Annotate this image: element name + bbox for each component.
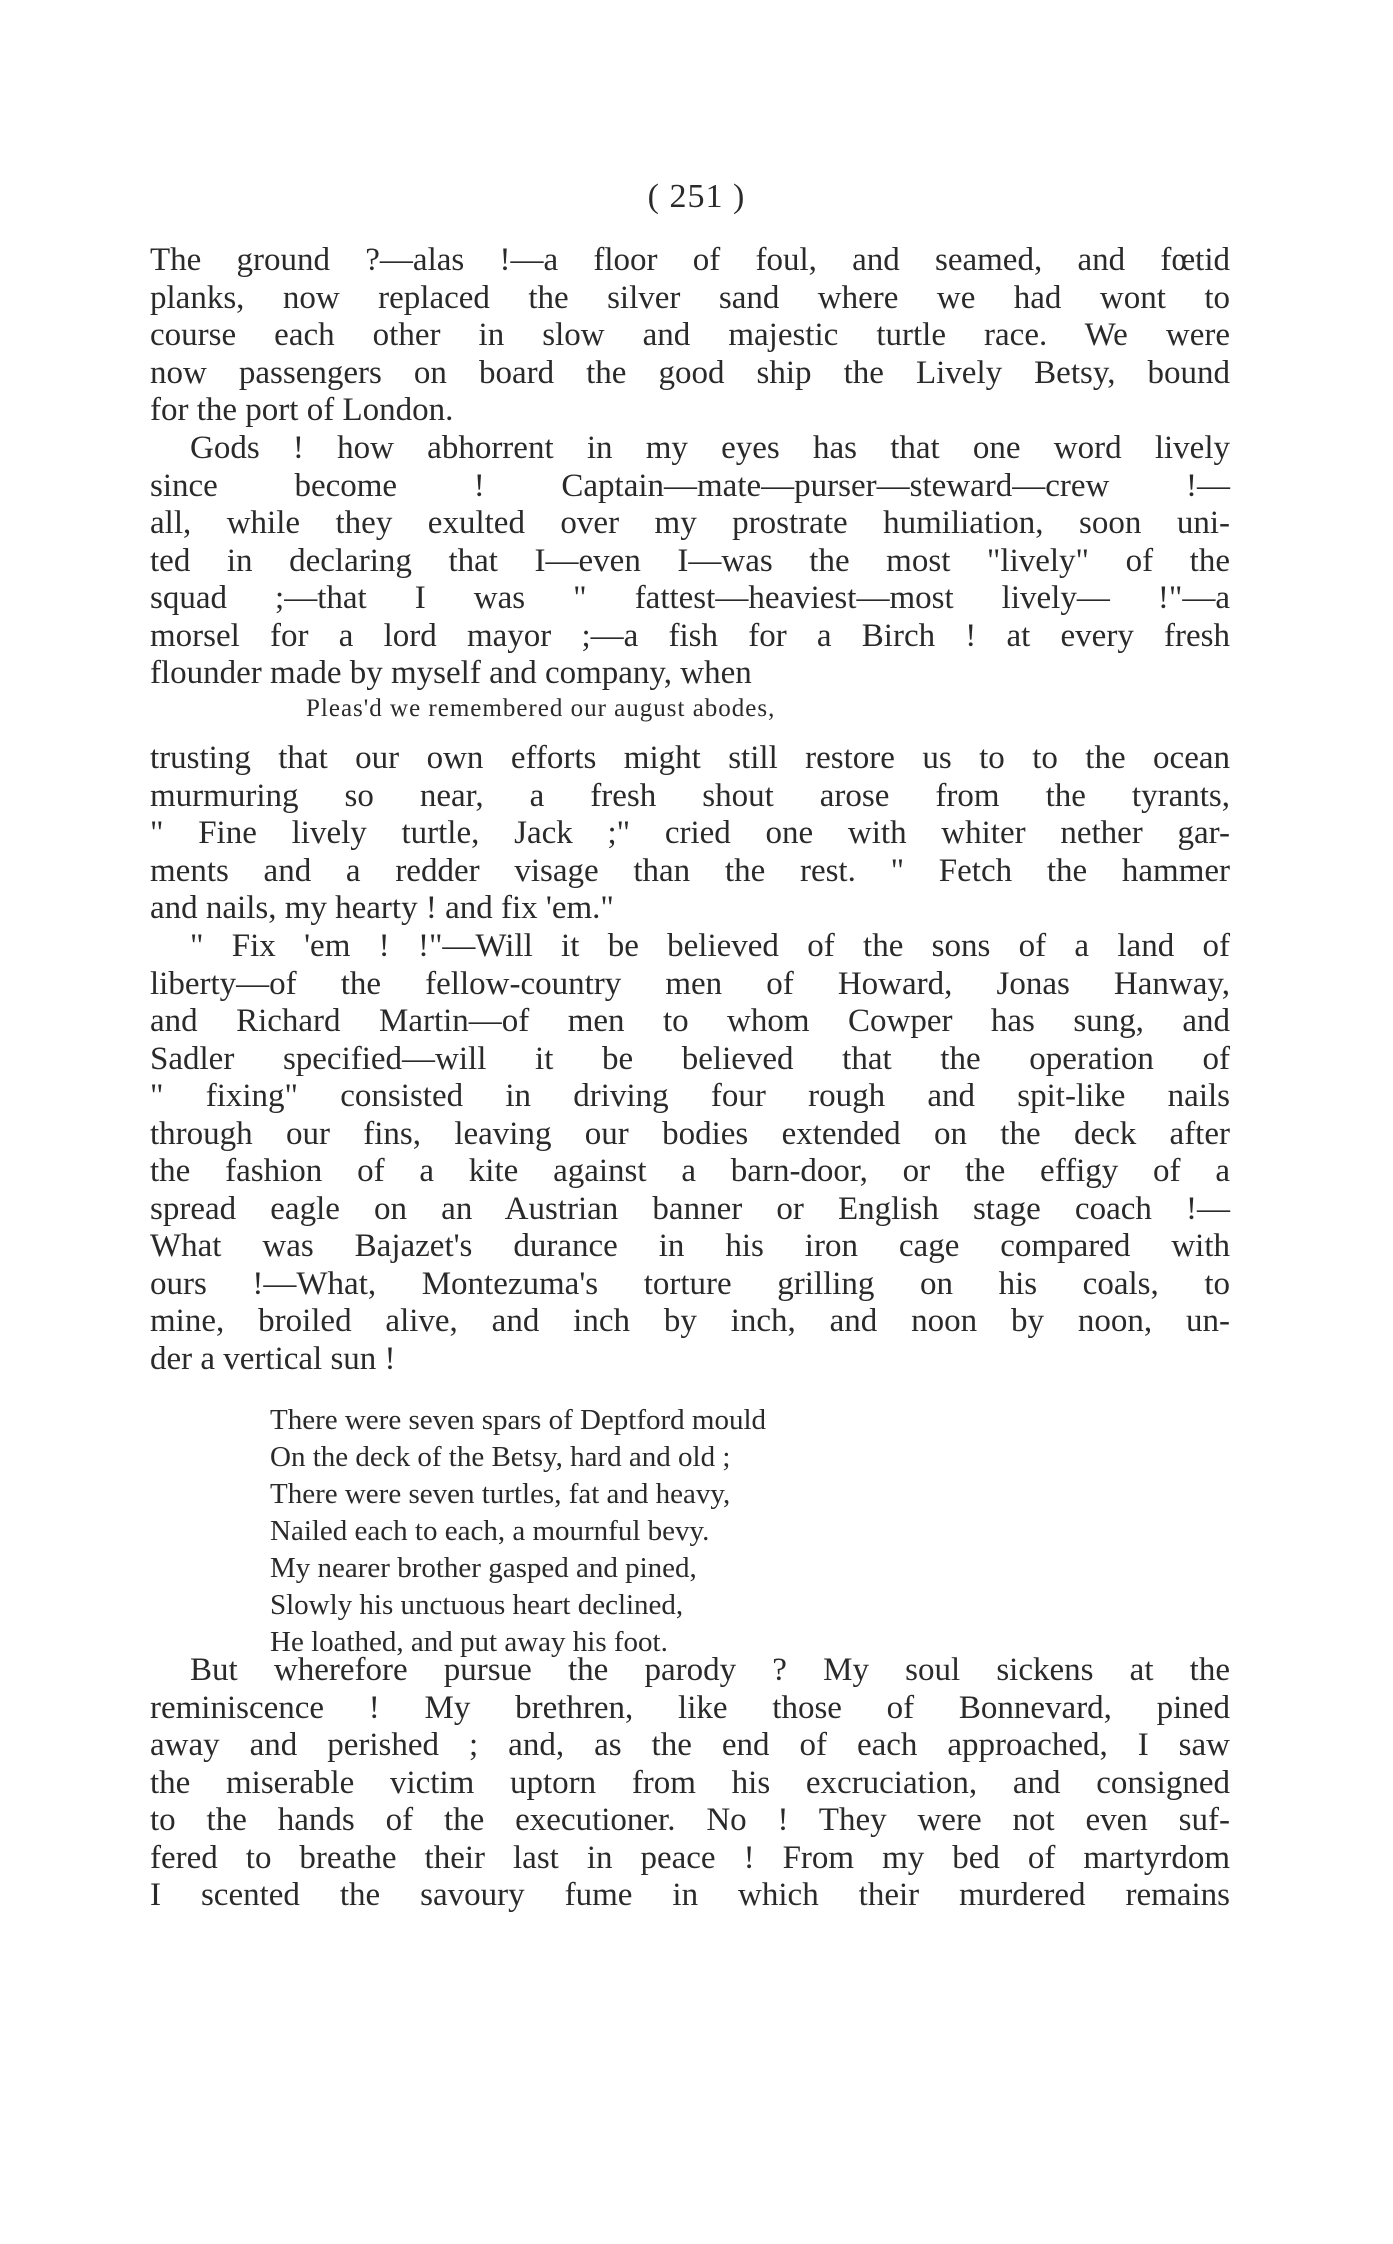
text-line: squad ;—that I was " fattest—heaviest—most lively— !"—a (150, 580, 1230, 616)
text-line: ted in declaring that I—even I—was the most "lively" of the (150, 542, 1230, 579)
verse-line: There were seven spars of Deptford mould (270, 1404, 767, 1436)
text-line: flounder made by myself and company, when (150, 655, 752, 691)
text-line: now passengers on board the good ship the Lively Betsy, bound (150, 354, 1230, 391)
text-line: for the port of London. (150, 392, 454, 428)
verse-line: Nailed each to each, a mournful bevy. (270, 1515, 710, 1547)
verse-line: He loathed, and put away his foot. (270, 1626, 668, 1658)
verse-stanza (270, 1402, 766, 1661)
text-line: murmuring so near, a fresh shout arose from the tyrants, (150, 777, 1230, 814)
text-line: all, while they exulted over my prostrate humiliation, soon uni- (150, 505, 1230, 541)
paragraph-wherefore (150, 1652, 1230, 1915)
text-line: since become ! Captain—mate—purser—steward—crew !— (150, 467, 1230, 504)
verse-line: On the deck of the Betsy, hard and old ; (270, 1441, 731, 1473)
text-line: the miserable victim uptorn from his excruciation, and consigned (150, 1764, 1230, 1801)
text-line: der a vertical sun ! (150, 1340, 396, 1377)
paragraph-gods (150, 430, 1230, 693)
verse-line: Slowly his unctuous heart declined, (270, 1589, 684, 1621)
text-line: " Fine lively turtle, Jack ;" cried one with whiter nether gar- (150, 815, 1230, 851)
text-line: mine, broiled alive, and inch by inch, and noon by noon, un- (150, 1303, 1230, 1339)
paragraph-fix-em (150, 928, 1230, 1378)
text-line: ours !—What, Montezuma's torture grilling on his coals, to (150, 1265, 1230, 1302)
text-line: But wherefore pursue the parody ? My soul sickens at the (190, 1652, 1230, 1688)
text-line: and nails, my hearty ! and fix 'em." (150, 890, 614, 926)
text-line: and Richard Martin—of men to whom Cowper has sung, and (150, 1003, 1230, 1039)
text-line: through our fins, leaving our bodies extended on the deck after (150, 1115, 1230, 1152)
text-line: away and perished ; and, as the end of each approached, I saw (150, 1727, 1230, 1763)
text-line: Sadler specified—will it be believed that the operation of (150, 1040, 1230, 1077)
text-line: Gods ! how abhorrent in my eyes has that one word lively (190, 430, 1230, 466)
text-line: ments and a redder visage than the rest. " Fetch the hammer (150, 852, 1230, 889)
text-line: course each other in slow and majestic turtle race. We were (150, 317, 1230, 353)
text-line: the fashion of a kite against a barn-door, or the effigy of a (150, 1153, 1230, 1189)
text-line: morsel for a lord mayor ;—a fish for a Birch ! at every fresh (150, 617, 1230, 654)
verse-line: There were seven turtles, fat and heavy, (270, 1478, 731, 1510)
text-line: I scented the savoury fume in which their murdered remains (150, 1877, 1230, 1913)
quoted-verse-line: Pleas'd we remembered our august abodes, (306, 695, 776, 722)
text-line: to the hands of the executioner. No ! They were not even suf- (150, 1802, 1230, 1838)
text-line: " Fix 'em ! !"—Will it be believed of the sons of a land of (190, 928, 1230, 964)
paragraph-ground (150, 242, 1230, 430)
text-line: planks, now replaced the silver sand where we had wont to (150, 279, 1230, 316)
paragraph-trusting (150, 740, 1230, 928)
text-line: What was Bajazet's durance in his iron cage compared with (150, 1228, 1230, 1264)
page-number: ( 251 ) (647, 178, 746, 215)
text-line: trusting that our own efforts might still restore us to to the ocean (150, 740, 1230, 776)
text-line: fered to breathe their last in peace ! From my bed of martyrdom (150, 1839, 1230, 1876)
text-line: The ground ?—alas !—a floor of foul, and seamed, and fœtid (150, 242, 1230, 278)
verse-line: My nearer brother gasped and pined, (270, 1552, 697, 1584)
text-line: liberty—of the fellow-country men of Howard, Jonas Hanway, (150, 965, 1230, 1002)
text-line: reminiscence ! My brethren, like those of Bonnevard, pined (150, 1689, 1230, 1726)
text-line: spread eagle on an Austrian banner or English stage coach !— (150, 1190, 1230, 1227)
text-line: " fixing" consisted in driving four rough and spit-like nails (150, 1078, 1230, 1114)
